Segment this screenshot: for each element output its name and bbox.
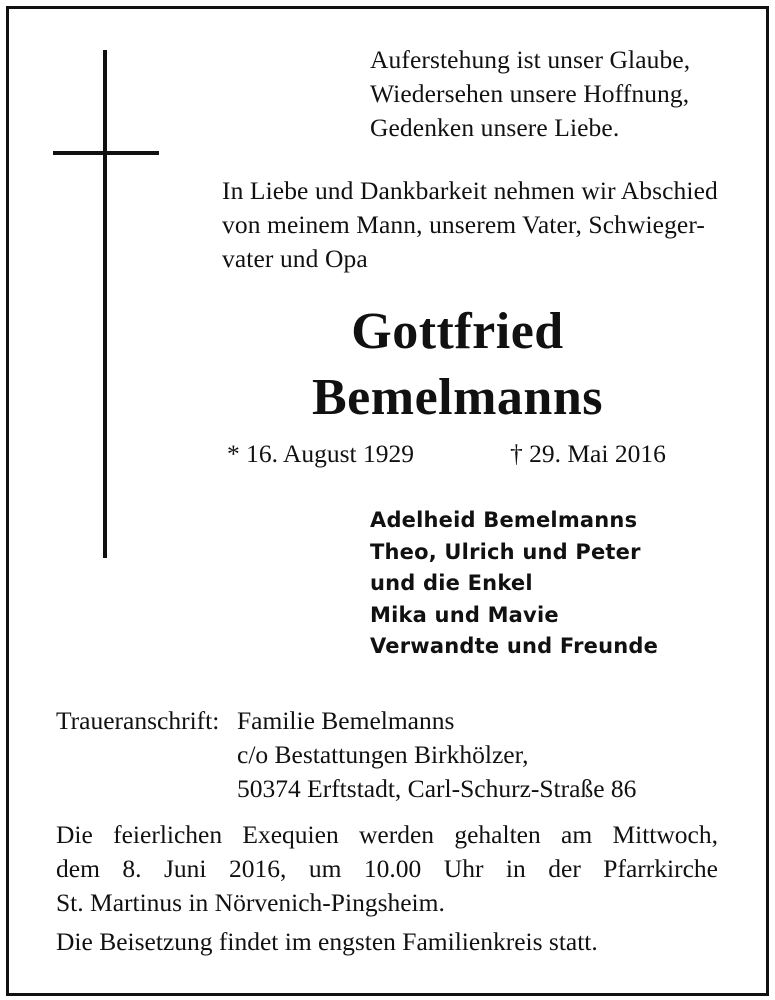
cross-icon-crossbar xyxy=(53,151,159,155)
birth-date: * 16. August 1929 xyxy=(227,439,415,468)
address-label: Traueranschrift: xyxy=(56,706,220,735)
service-line: dem 8. Juni 2016, um 10.00 Uhr in der Pfarrkirche xyxy=(56,854,718,883)
verse-line: Wiedersehen unsere Hoffnung, xyxy=(370,79,690,108)
cross-icon xyxy=(103,50,107,558)
deceased-last-name: Bemelmanns xyxy=(312,369,603,426)
service-line: St. Martinus in Nörvenich-Pingsheim. xyxy=(56,888,445,917)
intro-line: In Liebe und Dankbarkeit nehmen wir Abschied xyxy=(222,176,718,205)
address-block xyxy=(237,704,636,806)
mourners-list xyxy=(370,505,658,663)
intro-line: von meinem Mann, unserem Vater, Schwieger- xyxy=(222,210,706,239)
service-info xyxy=(56,818,718,920)
intro-line: vater und Opa xyxy=(222,244,368,273)
deceased-first-name: Gottfried xyxy=(351,303,564,360)
address-line: 50374 Erftstadt, Carl-Schurz-Straße 86 xyxy=(237,774,637,803)
intro-text xyxy=(222,174,732,276)
mourner: Adelheid Bemelmanns xyxy=(370,508,638,532)
verse-line: Gedenken unsere Liebe. xyxy=(370,113,620,142)
address-line: Familie Bemelmanns xyxy=(237,706,455,735)
verse xyxy=(370,43,740,145)
mourner: und die Enkel xyxy=(370,571,533,595)
address-line: c/o Bestattungen Birkhölzer, xyxy=(237,740,529,769)
mourner: Theo, Ulrich und Peter xyxy=(370,539,641,564)
mourner: Mika und Mavie xyxy=(370,602,559,627)
mourner: Verwandte und Freunde xyxy=(370,634,659,658)
burial-info: Die Beisetzung findet im engsten Familienkreis statt. xyxy=(56,927,598,956)
service-line: Die feierlichen Exequien werden gehalten am Mittwoch, xyxy=(56,820,718,849)
verse-line: Auferstehung ist unser Glaube, xyxy=(370,45,691,74)
death-date: † 29. Mai 2016 xyxy=(510,439,666,468)
